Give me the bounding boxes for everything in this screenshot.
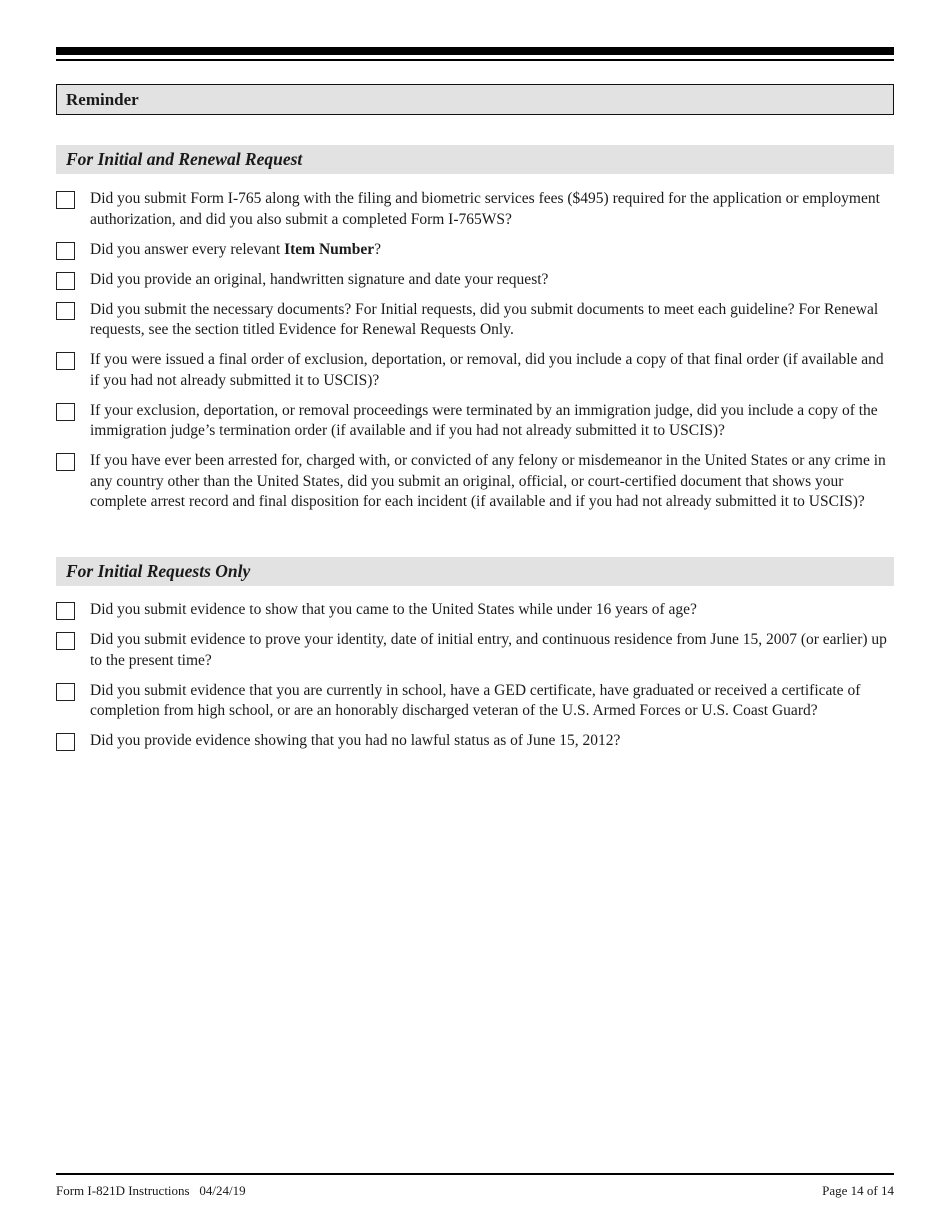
list-item xyxy=(56,350,894,391)
item-text: Did you answer every relevant Item Number? xyxy=(90,240,381,258)
list-item xyxy=(56,600,894,621)
header-thin-rule xyxy=(56,59,894,61)
checkbox[interactable] xyxy=(56,403,75,421)
item-text: Did you provide evidence showing that you had no lawful status as of June 15, 2012? xyxy=(90,732,621,749)
checkbox[interactable] xyxy=(56,242,75,260)
list-item xyxy=(56,270,894,291)
list-item xyxy=(56,189,894,230)
item-text: If your exclusion, deportation, or removal proceedings were terminated by an immigration judge, did you include a copy of the immigration judge’s termination order (if available and if you had not already submitted it to USCIS)? xyxy=(90,401,878,439)
item-text: Did you submit evidence to show that you came to the United States while under 16 years of age? xyxy=(90,601,697,618)
section-header-initial-renewal xyxy=(56,145,894,174)
section-title: For Initial Requests Only xyxy=(66,561,251,581)
list-item xyxy=(56,300,894,341)
checkbox[interactable] xyxy=(56,683,75,701)
section-header-initial-only xyxy=(56,557,894,586)
item-text: If you have ever been arrested for, charged with, or convicted of any felony or misdemeanor in the United States or any crime in any country other than the United States, did you submit an original, official, or court-certified document that shows your complete arrest record and final disposition for each incident (if available and if you had not already submitted it to USCIS)? xyxy=(90,452,886,510)
item-text: Did you submit evidence to prove your identity, date of initial entry, and continuous residence from June 15, 2007 (or earlier) up to the present time? xyxy=(90,631,887,669)
checkbox[interactable] xyxy=(56,302,75,320)
checkbox[interactable] xyxy=(56,733,75,751)
list-item xyxy=(56,630,894,671)
checkbox[interactable] xyxy=(56,632,75,650)
footer-form-info: Form I-821D Instructions 04/24/19 xyxy=(56,1183,246,1198)
checkbox[interactable] xyxy=(56,272,75,290)
item-text: Did you submit evidence that you are currently in school, have a GED certificate, have graduated or received a certificate of completion from high school, or are an honorably discharged veteran of the U.S. Armed Forces or U.S. Coast Guard? xyxy=(90,681,861,719)
list-item xyxy=(56,401,894,442)
reminder-title: Reminder xyxy=(66,90,139,109)
section-title: For Initial and Renewal Request xyxy=(66,149,303,169)
checkbox[interactable] xyxy=(56,191,75,209)
list-item xyxy=(56,240,894,261)
reminder-header xyxy=(56,84,894,115)
footer-page-number: Page 14 of 14 xyxy=(822,1183,894,1198)
item-text: Did you provide an original, handwritten signature and date your request? xyxy=(90,270,549,288)
footer-rule xyxy=(56,1173,894,1175)
checklist-initial-renewal xyxy=(56,189,894,522)
item-text: Did you submit Form I-765 along with the filing and biometric services fees ($495) required for the application or employment authorization, and did you also submit a completed Form I-765WS? xyxy=(90,190,880,228)
list-item xyxy=(56,451,894,513)
checkbox[interactable] xyxy=(56,453,75,471)
item-number-bold: Item Number xyxy=(284,240,375,258)
checklist-initial-only xyxy=(56,600,894,761)
item-text: If you were issued a final order of exclusion, deportation, or removal, did you include a copy of that final order (if available and if you had not already submitted it to USCIS)? xyxy=(90,351,884,389)
header-thick-rule xyxy=(56,47,894,55)
checkbox[interactable] xyxy=(56,602,75,620)
list-item xyxy=(56,731,894,752)
checkbox[interactable] xyxy=(56,352,75,370)
list-item xyxy=(56,681,894,722)
item-text: Did you submit the necessary documents? For Initial requests, did you submit documents to meet each guideline? For Renewal requests, see the section titled Evidence for Renewal Requests Only. xyxy=(90,300,879,338)
